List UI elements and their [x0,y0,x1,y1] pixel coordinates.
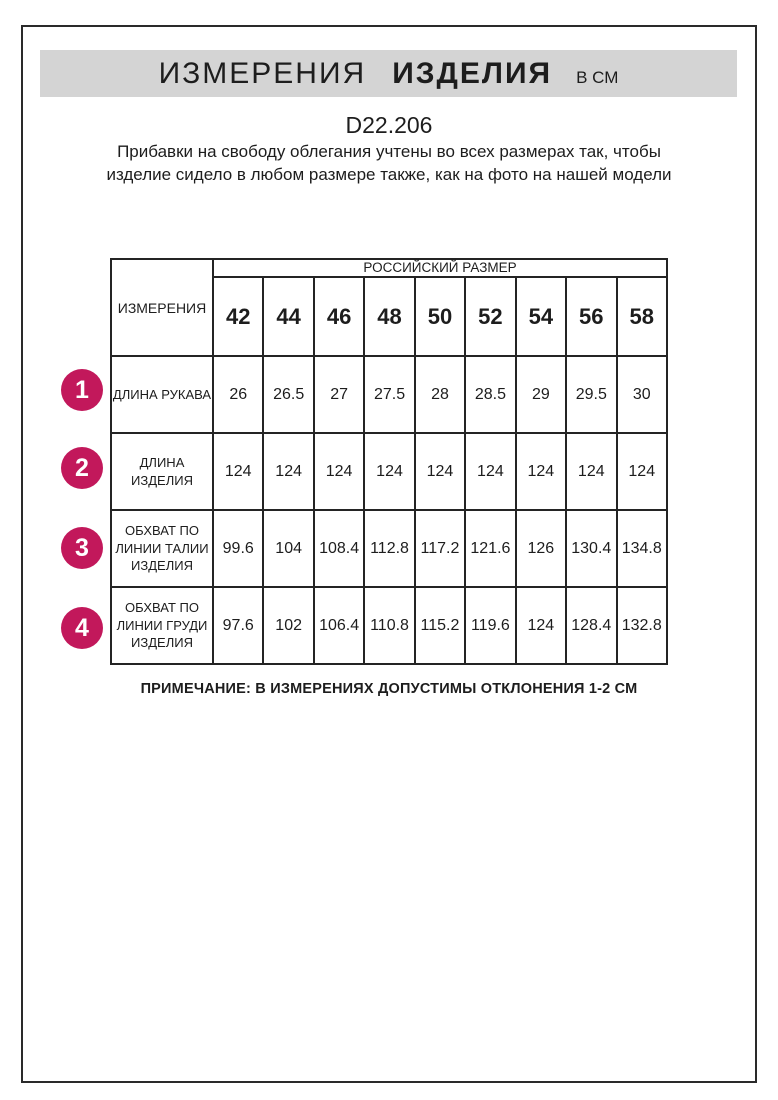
size-table [110,258,668,665]
measurement-value: 27.5 [364,356,414,433]
measurement-value: 124 [465,433,515,510]
table-row [111,356,667,433]
russian-size-header: РОССИЙСКИЙ РАЗМЕР [213,259,667,277]
measurement-value: 124 [213,433,263,510]
size-column-header-44: 44 [263,277,313,356]
measurement-value: 28 [415,356,465,433]
measurement-value: 102 [263,587,313,664]
measurement-value: 104 [263,510,313,587]
description-text: Прибавки на свободу облегания учтены во всех размерах так, чтобы изделие сидело в любом размере также, как на фото на нашей модели [106,142,672,184]
title-word-product: ИЗДЕЛИЯ [392,57,553,90]
size-column-header-54: 54 [516,277,566,356]
product-code: D22.206 [345,112,433,138]
table-row [111,587,667,664]
measurement-value: 108.4 [314,510,364,587]
measurement-value: 124 [617,433,668,510]
measurement-value: 124 [314,433,364,510]
measurement-value: 29.5 [566,356,616,433]
size-column-header-52: 52 [465,277,515,356]
measurement-value: 126 [516,510,566,587]
measurement-value: 115.2 [415,587,465,664]
size-group-header-row [111,259,667,277]
measurement-value: 97.6 [213,587,263,664]
measurement-value: 110.8 [364,587,414,664]
measurement-value: 30 [617,356,668,433]
measurement-value: 124 [516,587,566,664]
measurement-value: 119.6 [465,587,515,664]
size-column-header-46: 46 [314,277,364,356]
measurement-value: 124 [263,433,313,510]
measurements-column-header: ИЗМЕРЕНИЯ [111,259,213,356]
measurement-value: 28.5 [465,356,515,433]
table-row [111,433,667,510]
title-units-label: В СМ [576,68,619,87]
size-table-head [111,259,667,356]
note-text: ПРИМЕЧАНИЕ: В ИЗМЕРЕНИЯХ ДОПУСТИМЫ ОТКЛОНЕНИЯ 1-2 СМ [140,681,638,697]
measurement-value: 134.8 [617,510,668,587]
title-bar [40,50,737,97]
size-column-header-50: 50 [415,277,465,356]
measurement-value: 112.8 [364,510,414,587]
measurement-value: 26 [213,356,263,433]
row-marker-3: 3 [61,527,103,569]
size-table-body [111,356,667,664]
measurement-value: 106.4 [314,587,364,664]
measurement-value: 124 [364,433,414,510]
title-word-measurements: ИЗМЕРЕНИЯ [158,57,367,90]
row-marker-2: 2 [61,447,103,489]
table-row [111,510,667,587]
row-marker-4: 4 [61,607,103,649]
measurement-value: 117.2 [415,510,465,587]
measurement-value: 27 [314,356,364,433]
measurement-label: ОБХВАТ ПО ЛИНИИ ГРУДИ ИЗДЕЛИЯ [111,587,213,664]
measurement-label: ДЛИНА РУКАВА [111,356,213,433]
measurement-value: 121.6 [465,510,515,587]
measurement-value: 130.4 [566,510,616,587]
measurement-value: 132.8 [617,587,668,664]
measurement-value: 124 [415,433,465,510]
measurement-value: 29 [516,356,566,433]
measurement-value: 124 [516,433,566,510]
measurement-value: 26.5 [263,356,313,433]
measurement-value: 128.4 [566,587,616,664]
size-column-header-48: 48 [364,277,414,356]
measurement-value: 124 [566,433,616,510]
size-column-header-42: 42 [213,277,263,356]
row-marker-1: 1 [61,369,103,411]
measurement-value: 99.6 [213,510,263,587]
measurement-label: ДЛИНА ИЗДЕЛИЯ [111,433,213,510]
size-column-header-58: 58 [617,277,668,356]
size-column-header-56: 56 [566,277,616,356]
measurement-label: ОБХВАТ ПО ЛИНИИ ТАЛИИ ИЗДЕЛИЯ [111,510,213,587]
